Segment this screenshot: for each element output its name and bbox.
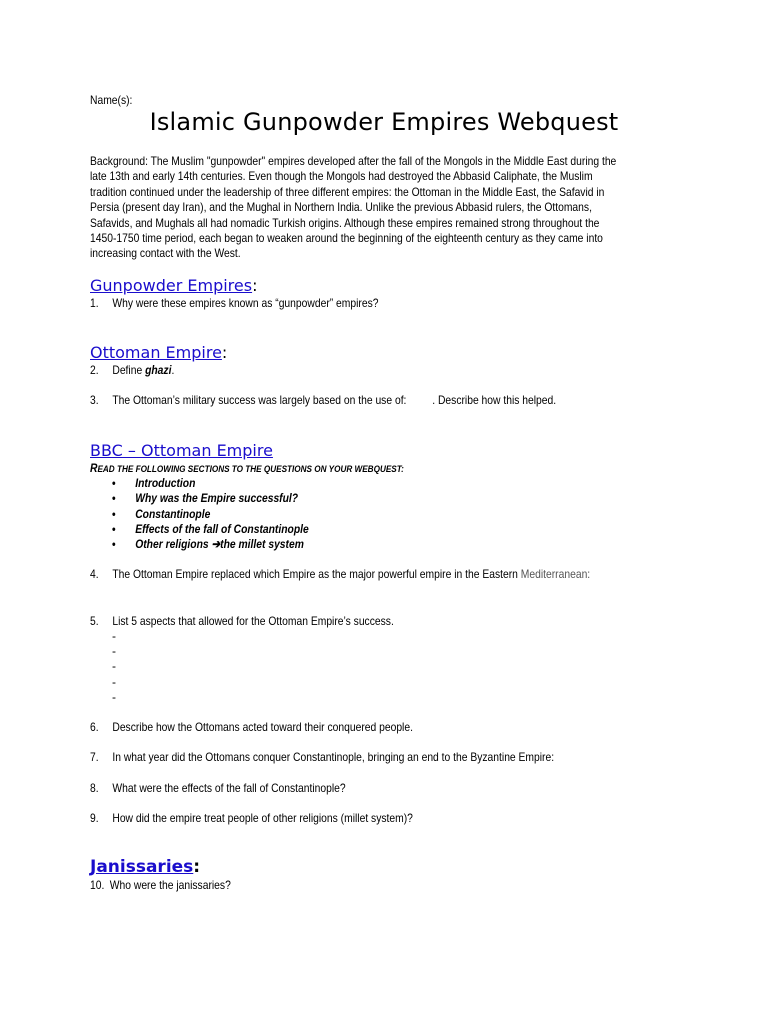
question-1 [90, 296, 379, 311]
list-item-text: the millet system [220, 537, 304, 552]
question-text: How did the empire treat people of other religions (millet system)? [112, 811, 413, 825]
question-2 [90, 363, 174, 378]
question-text: Why were these empires known as “gunpowder” empires? [112, 296, 379, 310]
question-end: . [171, 363, 175, 377]
list-item [112, 537, 309, 552]
list-item-text: Other religions [135, 537, 209, 552]
question-number: 6. [90, 720, 99, 734]
ottoman-empire-heading [90, 343, 227, 363]
list-item-text: Effects of the fall of Constantinople [135, 521, 309, 536]
bullet-icon: • [112, 537, 116, 552]
sections-list [112, 476, 341, 552]
question-tail: Mediterranean: [520, 567, 591, 581]
question-number: 1. [90, 296, 99, 310]
question-text: Who were the janissaries? [109, 878, 231, 892]
background-line: 1450-1750 time period, each began to weaken around the beginning of the eighteenth century as they came into [90, 230, 603, 245]
reading-instructions [90, 461, 404, 475]
dash-line: - [112, 659, 116, 674]
question-text: Define [112, 363, 146, 377]
bbc-ottoman-empire-link[interactable]: BBC – Ottoman Empire [90, 441, 273, 460]
background-paragraph [90, 154, 680, 262]
question-number: 7. [90, 750, 99, 764]
answer-dash-list [112, 629, 116, 705]
question-text: In what year did the Ottomans conquer Constantinople, bringing an end to the Byzantine Empire: [112, 750, 555, 764]
question-7 [90, 750, 554, 765]
question-number: 8. [90, 781, 99, 795]
list-item [112, 522, 309, 537]
heading-colon: : [221, 343, 228, 362]
question-5 [90, 614, 394, 629]
bbc-ottoman-empire-heading [90, 441, 273, 461]
dash-line: - [112, 629, 116, 643]
question-number: 3. [90, 393, 99, 407]
background-line: Background: The Muslim "gunpowder" empires developed after the fall of the Mongols in the Middle East during the [90, 154, 617, 168]
question-text: The Ottoman Empire replaced which Empire as the major powerful empire in the Eastern [112, 567, 521, 581]
ottoman-empire-link[interactable]: Ottoman Empire [90, 343, 222, 362]
question-text: List 5 aspects that allowed for the Ottoman Empire’s success. [112, 614, 394, 628]
bullet-icon: • [112, 476, 116, 490]
list-item-text: Constantinople [135, 506, 211, 521]
dash-line: - [112, 644, 116, 659]
gunpowder-empires-heading [90, 276, 257, 296]
question-end: . Describe how this helped. [432, 393, 557, 407]
dash-line: - [112, 674, 116, 689]
list-item-text: Introduction [135, 476, 196, 490]
question-9 [90, 811, 413, 826]
list-item-text: Why was the Empire successful? [135, 491, 299, 506]
question-10 [90, 878, 231, 893]
question-number: 4. [90, 567, 99, 581]
background-line: increasing contact with the West. [90, 246, 241, 261]
background-line: Persia (present day Iran), and the Mughal in Northern India. Unlike the previous Abbasid rulers, the Ottomans, [90, 200, 592, 215]
question-4 [90, 567, 590, 582]
bullet-icon: • [112, 506, 116, 521]
question-6 [90, 720, 413, 735]
bullet-icon: • [112, 521, 116, 536]
question-number: 10. [90, 878, 105, 892]
background-line: late 13th and early 14th centuries. Even though the Mongols had destroyed the Abbasid Caliphate, the Muslim [90, 169, 593, 184]
background-line: Safavids, and Mughals all had nomadic Turkish origins. Although these empires remained strong throughout the [90, 215, 600, 230]
list-item [112, 507, 309, 522]
bullet-icon: • [112, 491, 116, 506]
gunpowder-empires-link[interactable]: Gunpowder Empires [90, 276, 253, 295]
question-number: 5. [90, 614, 99, 628]
question-8 [90, 781, 346, 796]
question-text: The Ottoman’s military success was largely based on the use of: [112, 393, 407, 407]
instructions-initial: R [90, 461, 98, 475]
arrow-right-icon: ➔ [211, 537, 221, 552]
question-text: Describe how the Ottomans acted toward their conquered people. [112, 720, 413, 734]
page-title: Islamic Gunpowder Empires Webquest [149, 108, 619, 136]
dash-line: - [112, 689, 116, 704]
question-term: ghazi [145, 363, 172, 377]
janissaries-heading [90, 857, 200, 877]
instructions-text: EAD THE FOLLOWING SECTIONS TO THE QUESTIONS ON YOUR WEBQUEST: [97, 464, 404, 475]
list-item [112, 491, 309, 506]
janissaries-link[interactable]: Janissaries [90, 857, 194, 877]
names-label: Name(s): [90, 93, 133, 107]
question-3 [90, 393, 556, 408]
heading-colon: : [252, 276, 258, 295]
background-line: tradition continued under the leadership of three different empires: the Ottoman in the Middle East, the Safavid in [90, 184, 605, 199]
list-item [112, 476, 309, 491]
question-number: 9. [90, 811, 99, 825]
question-number: 2. [90, 363, 99, 377]
heading-colon: : [193, 857, 201, 877]
question-text: What were the effects of the fall of Constantinople? [112, 781, 346, 795]
